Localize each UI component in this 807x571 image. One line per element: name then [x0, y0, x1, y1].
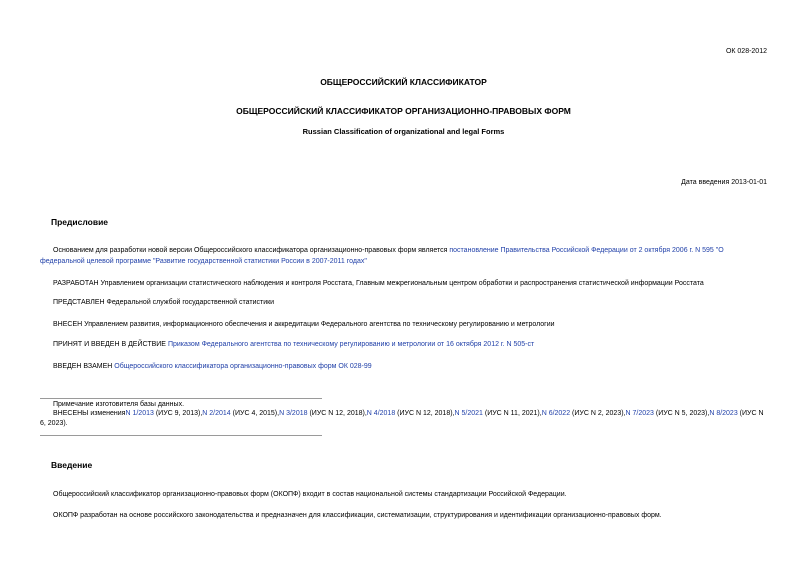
previous-classifier-link[interactable]: Общероссийского классификатора организационно-правовых форм ОК 028-99: [114, 363, 372, 370]
document-subtitle: ОБЩЕРОССИЙСКИЙ КЛАССИФИКАТОР ОРГАНИЗАЦИОННО-ПРАВОВЫХ ФОРМ: [236, 106, 571, 116]
preface-introduced-paragraph: ВНЕСЕН Управлением развития, информационного обеспечения и аккредитации Федерального агентства по техническому регулированию и метрологии: [53, 321, 555, 328]
note-top-divider: [40, 398, 322, 399]
change-link[interactable]: N 8/2023: [709, 410, 738, 418]
accepted-text: ПРИНЯТ И ВВЕДЕН В ДЕЙСТВИЕ: [53, 341, 168, 348]
replaced-text: ВВЕДЕН ВЗАМЕН: [53, 363, 115, 370]
change-source: (ИУС N 12, 2018),: [395, 410, 455, 418]
note-changes: [40, 409, 768, 429]
preface-heading: Предисловие: [51, 217, 109, 227]
change-link[interactable]: N 1/2013: [125, 410, 154, 418]
change-link[interactable]: N 5/2021: [454, 410, 483, 418]
change-source: (ИУС N 6, 2023).: [40, 410, 764, 428]
introduction-heading: Введение: [51, 460, 93, 470]
preface-presented-paragraph: ПРЕДСТАВЛЕН Федеральной службой государственной статистики: [53, 299, 275, 306]
agency-order-link[interactable]: Приказом Федерального агентства по техническому регулированию и метрологии от 16 октября 2012 г. N 505-ст: [167, 341, 535, 348]
change-source: (ИУС N 11, 2021),: [482, 410, 542, 418]
government-decree-link[interactable]: постановление Правительства Российской Федерации от 2 октября 2006 г. N 595 "О федеральной целевой программе "Развитие государственной статистики России в 2007-2011 годах": [40, 247, 724, 266]
preface-replaced-paragraph: [40, 362, 768, 371]
preface-developed-paragraph: РАЗРАБОТАН Управлением организации статистического наблюдения и контроля Росстата, Главным межрегиональным центром обработки и распространения статистической информации Росстата: [53, 280, 704, 287]
change-link[interactable]: N 4/2018: [366, 410, 396, 418]
introduction-paragraph-1: Общероссийский классификатор организационно-правовых форм (ОКОПФ) входит в состав национальной системы стандартизации Российской Федерации.: [53, 491, 567, 498]
note-prefix: ВНЕСЕНЫ изменения: [53, 410, 126, 418]
basis-text: Основанием для разработки новой версии Общероссийского классификатора организационно-правовых форм является: [53, 247, 450, 254]
change-link[interactable]: N 6/2022: [541, 410, 571, 418]
change-source: (ИУС N 12, 2018),: [307, 410, 367, 418]
preface-accepted-paragraph: [40, 340, 768, 349]
change-link[interactable]: N 3/2018: [279, 410, 308, 418]
change-source: (ИУС N 5, 2023),: [653, 410, 710, 418]
document-title: ОБЩЕРОССИЙСКИЙ КЛАССИФИКАТОР: [320, 77, 487, 87]
change-link[interactable]: N 7/2023: [625, 410, 654, 418]
change-source: (ИУС 9, 2013),: [153, 410, 203, 418]
change-link[interactable]: N 2/2014: [202, 410, 231, 418]
note-title: Примечание изготовителя базы данных.: [53, 401, 185, 408]
note-bottom-divider: [40, 435, 322, 436]
classifier-code: ОК 028-2012: [725, 48, 767, 55]
change-source: (ИУС N 2, 2023),: [570, 410, 626, 418]
preface-basis-paragraph: [40, 245, 768, 267]
database-note: [40, 400, 768, 429]
document-english-title: Russian Classification of organizational and legal Forms: [302, 127, 505, 136]
change-source: (ИУС 4, 2015),: [230, 410, 280, 418]
effective-date: Дата введения 2013-01-01: [681, 179, 767, 186]
introduction-paragraph-2: ОКОПФ разработан на основе российского законодательства и предназначен для классификации, систематизации, структурирования и идентификации организационно-правовых форм.: [53, 512, 662, 519]
